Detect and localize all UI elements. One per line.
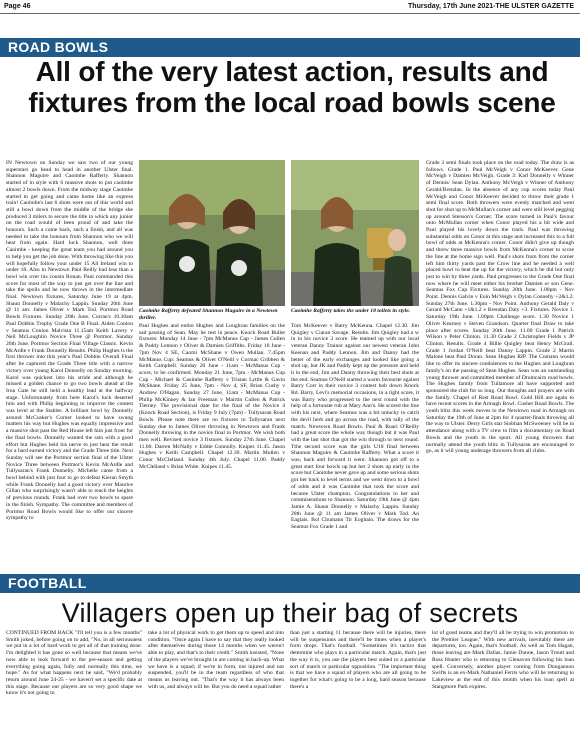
section-title: ROAD BOWLS <box>8 39 109 55</box>
section-banner-road-bowls <box>0 38 580 57</box>
page-number: Page 46 <box>4 3 31 10</box>
header-rule <box>0 13 580 14</box>
section-banner-football <box>0 574 580 593</box>
article-headline: All of the very latest action, results and fixtures from the local road bowls scene <box>28 56 556 118</box>
photo-caption-2: Caoimhe Rafferty takes the under 18 toilets in style. <box>291 308 411 314</box>
photo-image <box>291 160 419 306</box>
football-headline: Villagers open up their bag of secrets <box>61 598 519 628</box>
page-header <box>0 0 580 14</box>
section-title-football: FOOTBALL <box>8 575 87 591</box>
issue-date: Thursday, 17th June 2021-THE ULSTER GAZETTE <box>408 3 574 10</box>
photo-caoimhe-shannon <box>139 160 285 306</box>
photo-caption-1: Caoimhe Rafferty defeated Shannon Maguire in a Newtown thriller. <box>139 308 278 321</box>
football-column-1: CONTINUED FROM BACK "I'll tell you is a few months" Smith joked, before going on to add, "No, in all seriousness we put in a lot of hard work to get all of that training done. I'm delighted it has gone so well because that means we've now able to look forward to the pre-season and getting everything going again, fully and normally this time, we hope." As for what happens next he said, "We'd probably return around June 24-25 - we haven't set a specific date at this stage. Because our players are so very good shape we know it's not going to <box>6 630 142 697</box>
football-column-3: than just a starting 11 because there will be injuries, there will be suspensions and there'll be times when a player's form drops. That's football. "Sometimes it's tactics that determine who plays in a particular match. Again, that's just the way it is, you use the players best suited to a particular sort of match or particular opposition. "The important thing is that we have a squad of players who are all going to be together for what's going to be a long, hard season because there's a <box>290 630 426 690</box>
article-column-1: IN Newtown on Sunday we saw two of our young superstars go head to head in another Ulster final. Shannon Maguire and Caoimhe Rafferty. Shannon started of in style with 6 massive shots to put caoimhe almost 2 bowls down. From the midway stage Caoimhe started to get going and came home like an express train! Caoimhe's last 6 shots were out of this world and still a bowl down from the middle of the bridge she produced 3 milers to secure the title in which any junior on the road would of been proud of and take the honours. Such a come back, such a finish, and all was needed to take the honours from Shannon who we will hear from again. Hard luck Shannon, well done Caoimhe - keeping the great team you had around you to help you get the job done. With throwing like this you will hopefully follow your under 15 All Ireland win to under 18. Also in Newtown Paul Reilly had less than a bowl win over his cousin Ronan. Paul commanded this score for most of the way to just get over the line and take the spoils and he now throws in the intermediate final. Newtown fixtures, Saturday June 19 at 4pm. Shaun Donnelly v Malachy Lappin. Sunday 20th June @ 11 am. James Oliver v Mark Tod. Portmor Road Bowls Fixtures. Sunday 20th June. Curran's 10.30am Paul Dobbin Trophy Grade One B Final. Aiden Conlon v Seamus Conlon Malvista 11.15am Keith Lavery v Neil McLoughlin Novice Three @ Portmor. Sunday 20th June. Portmor Section Final Village Classic. Kevin McArdle v Frank Donnelly Results. Philip Hughes is the first thrower into this year's Paul Dobbin Overall Final after he captured the Grade Three title with a narrow victory over young Karol Donnelly on Sunday morning. Karol was quickest into his stride and although he missed a golden chance to go two bowls ahead at the Iron Gate he still held a healthy lead at the halfway stage. Unfortunately from here Karol's luck deserted him and with Philip beginning to improve the contest was level at the Stables. A brilliant bowl by Donnelly around McCusker's Corner looked to have swung matters his way but Hughes was equally impressive and a massive shot past the Red House left him just front for the final bowls. Donnelly wanted the rain with a good effort but Hughes held his nerve to just hear the result for a hard earned victory and the Grade Three title. Next Sunday will see the Portmor section final of the Ulster Novice Three between Portmor's Kevin McArdle and Tullysaran's Frank Donnelly. Michelle came from a bowl behind with just four to go to defeat Kieran Smyth while Frank Donnelly had a good victory over Maurice Gillan who surprisingly wasn't able to reach the heights of previous rounds. Frank had over two bowls to spare in the finish. Sympathy. The committee and members of Portmor Road Bowls would like to offer our sincere sympathy to <box>6 160 133 522</box>
football-column-2: take a lot of physical work to get them up to speed and into condition. "Once again I have to say that they really looked after themselves during those 14 months when we weren't able to play, and that's to their credit." Smith insisted, "None of the players we've brought in are coming in back-up. What we have is a squad; if we're in form, not injured and not suspended, you'll be in the team regardless of who that means us leaving out. "That's the way it has always been with us, and always will be. But you do need a squad rather <box>148 630 284 690</box>
article-column-4: Grade 3 semi finals took place on the road today. The draw is as follows. Grade 1. Paul McVeigh v Conor McKeever. Gene McVeigh v Damien McVeigh. Grade 3: Karl Donnelly v Winner of Dennis/ Sean Dylan. Anthony McVeigh v Winner of Anthony Gerald/Brendan. In the absence of any cup scores today Paul McVeigh and Conor McKeever decided to throw their grade 1 semi final score. Both throwers were evenly matched and went shot for shot up to McMullan's corner and were still level pegging up around Stenson's Corner. The score turned in Paul's favour onto McMullan corner when Conor played his a bit wide and Paul played his lovely down the track. Paul was throwing substantial odds on Conor at this stage and increased this to a full bowl of odds at McKenna's corner. Conor didn't give up though and threw three massive bowls from McKenna's corner to score the line at the home sign well. Paul's shots from from the corner left him thirty yards past the Crow line and he needed a well placed bowl to beat the up for the victory, which he did but only just to win by three yards. Paul progresses to the Grade One final now where he will meet either his brother Damien or son Gene. Seamus Fox Cup Fixtures. Sunday 20th June. 1.00pm - Nov Point. Dennis Galvin v Eoin McVeigh v Dylan Connelly +2&1.2. Sunday 27th June. 1.30pm - Nov Point. Anthony Gerald Daly v Gerard McCann +1&1.2 v Brendan Daly +3. Fixtures. Novice 1. Saturday 19th June. 1.00pm Challenge score. 1.30 Novice 1 Oliver Kearney v Steven Grandson. Quarter final Draw to take place after scores. Sunday 20th June. 11.00 Grade 1 Patrick Wilson v Peter Clinton. 11.30 Grade 2 Christopher Fields v JP Clinton. Results. Grade 4 Billie Quigley beat Henry McGrail. Grade 1 Jordan O'Neill beat Danny Lappin. Grade 2 Martin Malone beat Paul Doran. Sean Hughes RIP. The Cumann would like to offer its sincere condolences to the Hughes and Loughran family's on the passing of Sean Hughes. Sean was an outstanding young thrower and committed member of Drumcairn road bowls. The Hughes family from Tullamore all have supported and sponsored the club for so long. Our thoughts and prayers are with the family. Chapel of Rest Road Bowl. Gold Hill are again to have recent scores in the Armagh Bowl. Cusher Road Bowls. The youth blitz this week moves to the Newtown road in Armagh on Saturday the 19th of June at 2pm for 4 quarter-finals throwing all the way to Ulster. Derry Girls star Siobhan McSweeney will be in attendance along with a TV crew to film a documentary on Road Bowls and the youth in the sport. All young throwers that normally attend the youth blitz in Tullysaran are encouraged to go, as it will young underage throwers from all clubs. <box>426 160 574 455</box>
football-column-4: lot of good teams and they'll all be trying to win promotion to the Premier League." With new arrivals, inevitably there are departures, too. Again, that's football. As well as Tom Hagan, those leaving are Mark Dallas, Jamie Dunne, Jason Troutt and Ross Hunter who is returning to Glenavon following his loan spell. Conversely, another player coming from Dungannon Swifts is an ex-Mark Nathaniel Ferris who will be returning to Lakeview at the end of this month when his loan spell at Stangmore Park expires. <box>432 630 574 690</box>
photo-caoimhe-trophy <box>291 160 419 306</box>
article-column-2: Paul Hughes and entire Hughes and Loughran families on the sad passing of Sean. May he rest in peace. Knock Road Bullet fixtures: Monday 14 June - 7pm McManus Cup - James Cullen & Paddy Lennon v Oliver & Damien Griffiths. Friday 18 June - 7pm Nov 4 SE, Caomi McShane v Owen Mullan. 7.45pm McManus Cup: Seamus & Oliver O'Neill v Cormac Gribben & Keith Campbell. Sunday 20 June - 11am - McManus Cup - score, to be confirmed. Monday 21 June, 7pm - McManus Cup Cup - Michael & Caoimhe Rafferty v Tristan Lyttle & Gavin McShane. Friday 25 June, 7pm - Nov 4, SF, Brian Cushy v Andrew O'Hagan. Sunday 27 June, 11am - McManus Cup - Philip McKinney & Ian Freeman v Mairtin Cullen & Patrick Tierney. The provisional date for the final of the Novice 4 (Knock Road Section), is Friday 9 July (7pm) - Tullysaran Road Bowls. Please note there are no fixtures in Tullysaran next Sunday due to James Oliver throwing in Newtown and Frank Donnelly throwing in the novice final in Portmor. We wish both men well. Revised novice 3 fixtures. Sunday 27th June. Chapel 11.00. Darren McNally v Eddie Connolly. Knipes 11.45. Jason Hughes v Keith Campbell. Chapel 12.30. Martin Mullen v Conor McClelland. Sunday 4th July. Chapel 11.00. Paddy McClelland v Brian White. Knipes 11.45. <box>139 323 285 470</box>
photo-image <box>139 160 285 306</box>
article-column-3: Tom McKeever v Barry McKenna. Chapel 12.30. Jim Quigley v Ciaran Savage. Results. Jim Quigley had a w in in his novice 3 score. He teamed up with our local veteran Danny Trainor against our newest veteran John Keenan and Paddy Lennon. Jim and Danny had the better of the early exchanges and looked like going a shot up, but JK and Paddy kept up the pressure and held it in the end, Jim and Danny throwing their best shots at the end. Seamus O'Neill started a warm favourite against Barry Corr in their novice 3 contest bob down Knock Rd. Barry, Levi's memorial occasions, in a tight score, it was Barry who progressed to the next round with the help of a fortunate rub at Mary Ann's. He scored the line with his next, where Seamus was a bit unlucky to catch the devil herb and go across the road, with tally of the match. Newtown Road Bowls. Paul & Ruari O'Reilly had a great score the whole way though but it was Paul with the last shot that got the win through to next round. Tthe second score was the girls U18 final between Shannon Maguire & Caoimhe Rafferty. What a score it was, back and forward it went. Shannon got off to a great start four bowls up but her 2 shots up early in the score but Caoimhe never gave up and some serious shots got her back to level terms and we went down to a bowl of odds and it was Caoimhe that took the score and became Ulster champion. Congratulations to her and commiserations to Shannon. Saturday 19th June @ 4pm Jamie A. Shaun Donnelly v Malachy Lappin. Sunday 20th June @ 11 am James Oliver v Mark Tod. An Eaglais. Bol Chumann Tir Eoghain. The draws for the Seamus Fox Grade 1 and <box>291 323 419 531</box>
